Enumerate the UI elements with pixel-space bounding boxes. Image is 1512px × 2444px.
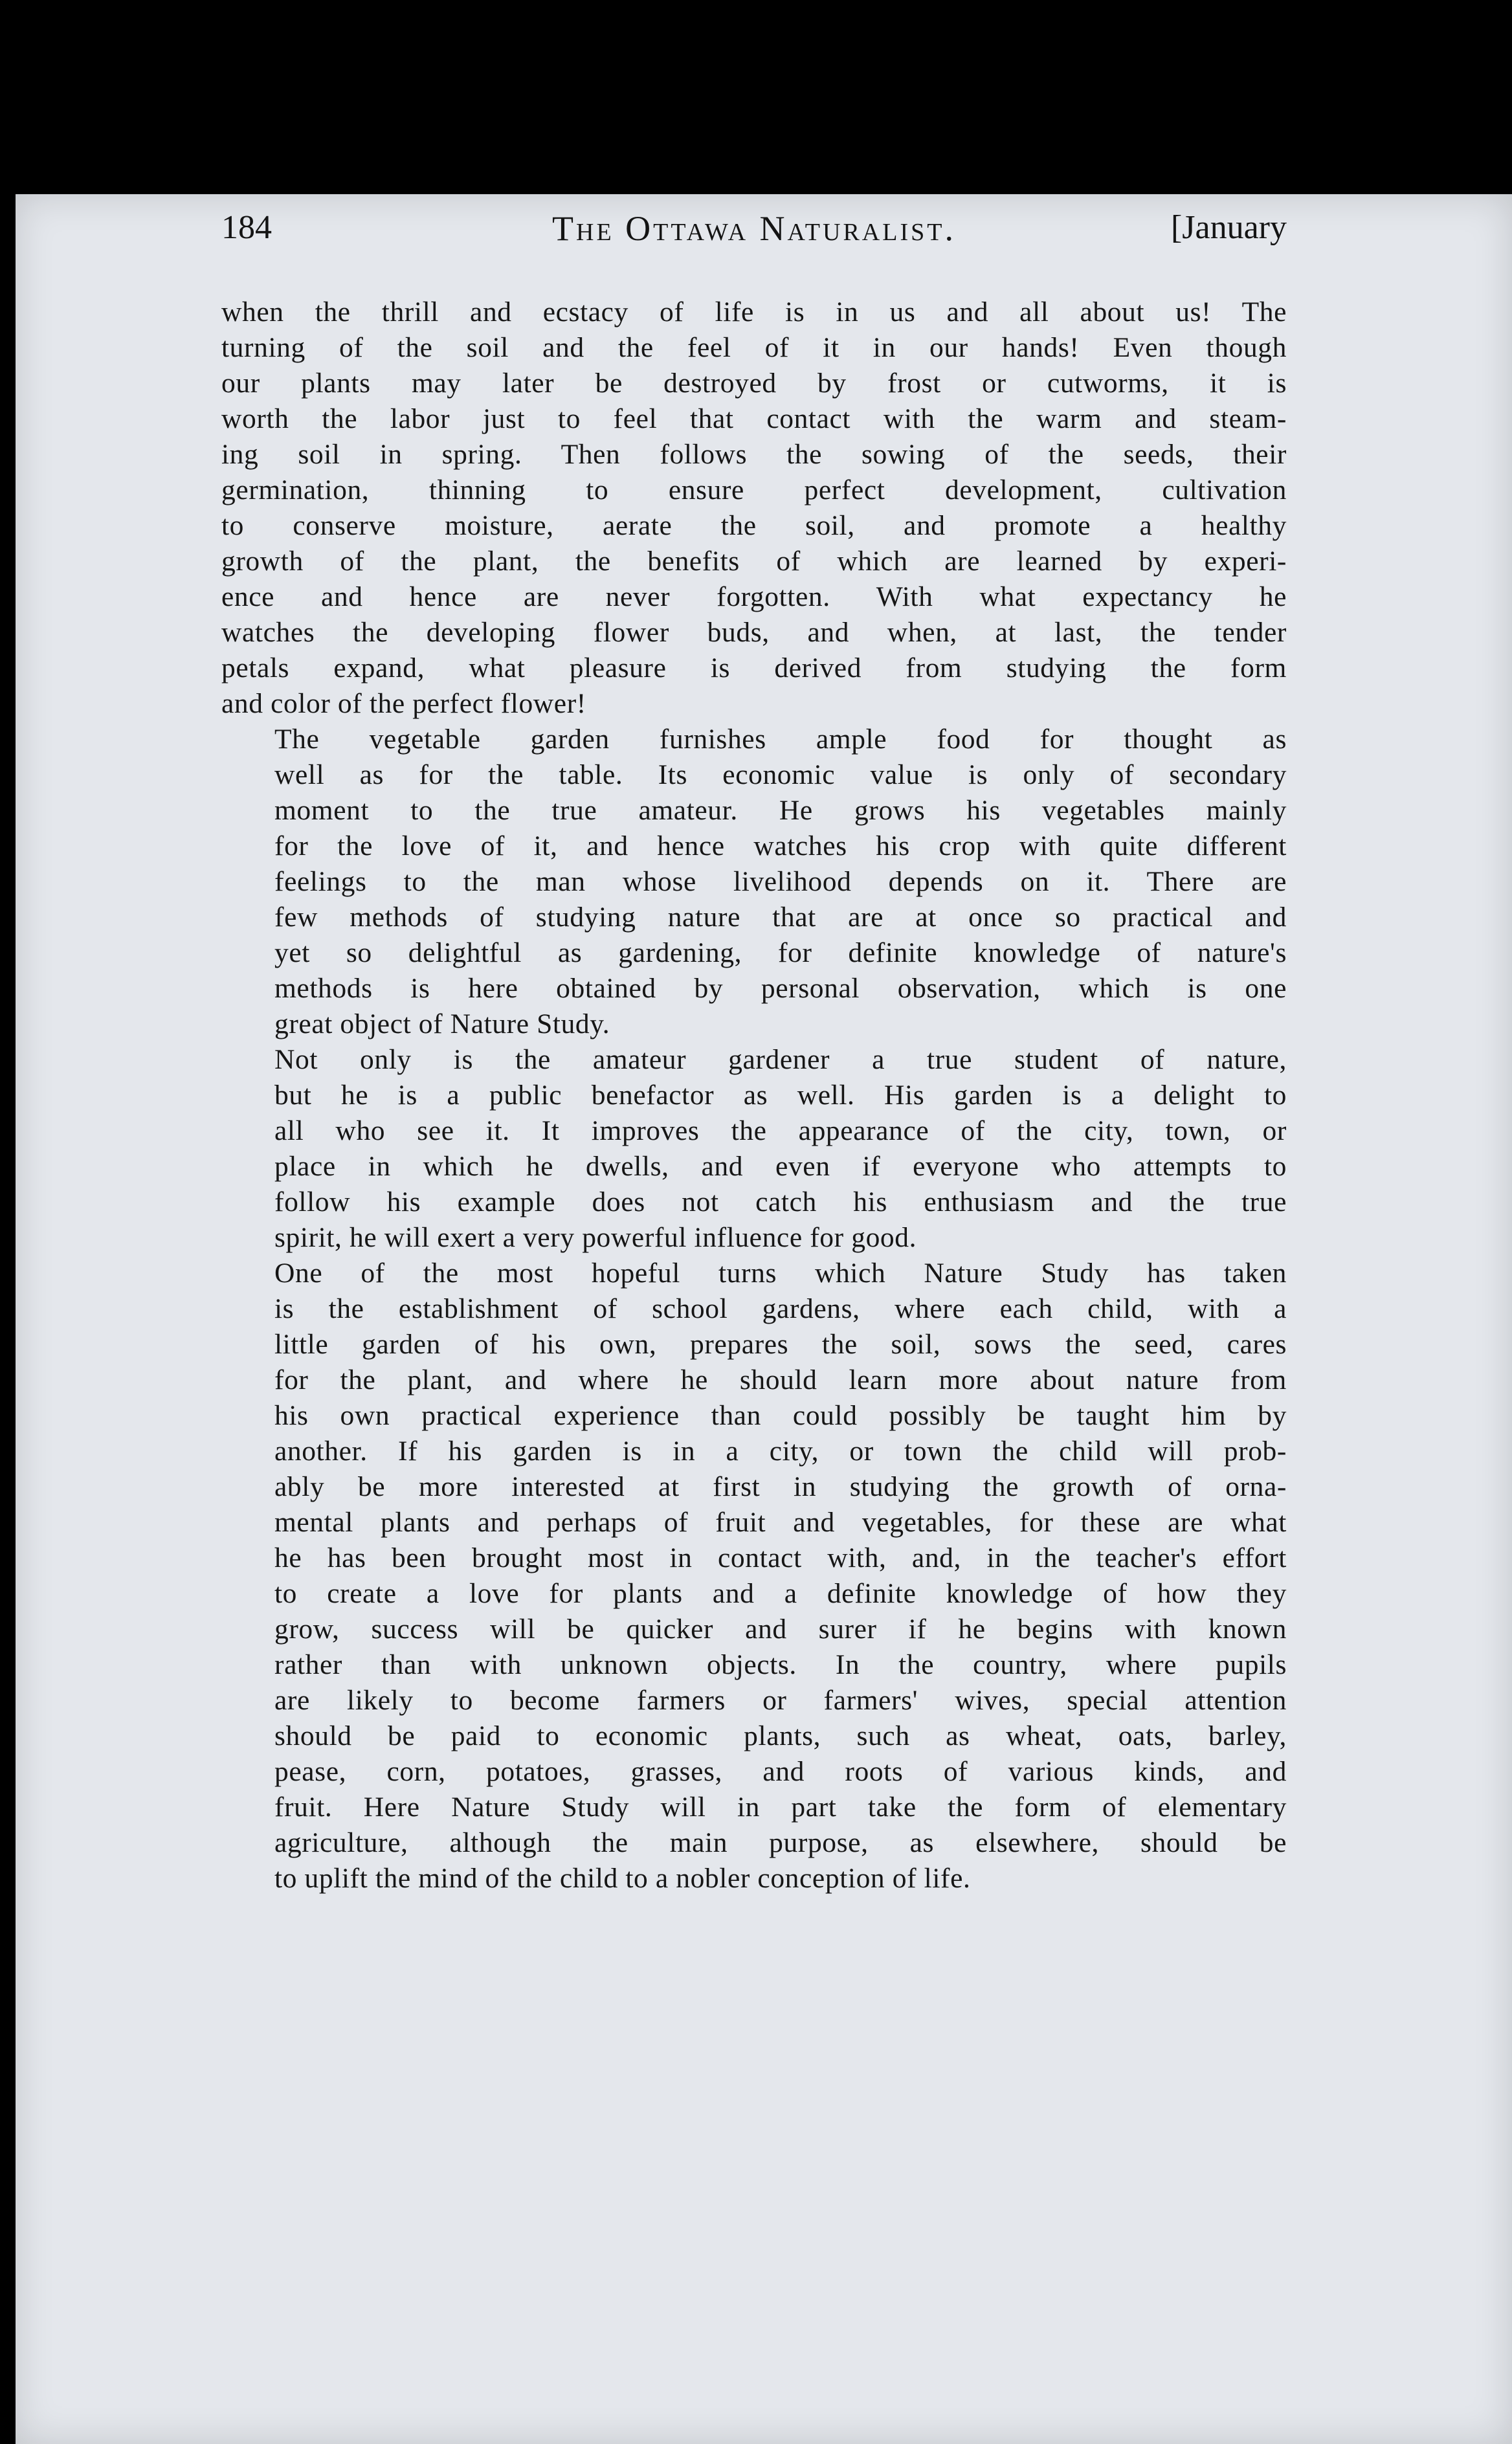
text-line: moment to the true amateur. He grows his vegetables mainly — [274, 795, 1287, 826]
text-line: another. If his garden is in a city, or town the child will prob- — [274, 1436, 1287, 1467]
text-line: agriculture, although the main purpose, as elsewhere, should be — [274, 1827, 1287, 1858]
text-line: to create a love for plants and a definite knowledge of how they — [274, 1578, 1287, 1609]
text-line: mental plants and perhaps of fruit and vegetables, for these are what — [274, 1507, 1287, 1538]
text-line: for the love of it, and hence watches his crop with quite different — [274, 830, 1287, 861]
text-line: place in which he dwells, and even if everyone who attempts to — [274, 1151, 1287, 1182]
text-line: feelings to the man whose livelihood depends on it. There are — [274, 866, 1287, 897]
text-line: well as for the table. Its economic value is only of secondary — [274, 759, 1287, 790]
issue-month: [January — [1170, 209, 1287, 246]
text-line: spirit, he will exert a very powerful influence for good. — [274, 1222, 917, 1253]
text-line: ence and hence are never forgotten. With what expectancy he — [221, 581, 1287, 612]
text-line: worth the labor just to feel that contact with the warm and steam- — [221, 403, 1287, 434]
text-line: Not only is the amateur gardener a true student of nature, — [274, 1044, 1287, 1075]
text-line: germination, thinning to ensure perfect development, cultivation — [221, 474, 1287, 505]
paragraph — [221, 1042, 1287, 1256]
text-line: watches the developing flower buds, and when, at last, the tender — [221, 617, 1287, 648]
text-line: great object of Nature Study. — [274, 1008, 610, 1039]
text-line: to uplift the mind of the child to a nobler conception of life. — [274, 1863, 971, 1894]
text-line: his own practical experience than could possibly be taught him by — [274, 1400, 1287, 1431]
text-line: should be paid to economic plants, such as wheat, oats, barley, — [274, 1720, 1287, 1751]
text-line: when the thrill and ecstacy of life is in us and all about us! The — [221, 296, 1287, 328]
text-line: yet so delightful as gardening, for definite knowledge of nature's — [274, 937, 1287, 968]
text-line: One of the most hopeful turns which Nature Study has taken — [274, 1258, 1287, 1289]
text-line: little garden of his own, prepares the soil, sows the seed, cares — [274, 1329, 1287, 1360]
paragraph — [221, 1256, 1287, 1896]
text-line: all who see it. It improves the appearance of the city, town, or — [274, 1115, 1287, 1146]
text-line: turning of the soil and the feel of it in our hands! Even though — [221, 332, 1287, 363]
text-line: to conserve moisture, aerate the soil, and promote a healthy — [221, 510, 1287, 541]
text-line: is the establishment of school gardens, where each child, with a — [274, 1293, 1287, 1324]
article-body — [221, 294, 1287, 1896]
paragraph — [221, 722, 1287, 1042]
text-line: follow his example does not catch his enthusiasm and the true — [274, 1186, 1287, 1217]
text-line: and color of the perfect flower! — [221, 688, 586, 719]
text-line: but he is a public benefactor as well. His garden is a delight to — [274, 1080, 1287, 1111]
text-line: he has been brought most in contact with, and, in the teacher's effort — [274, 1542, 1287, 1573]
text-line: grow, success will be quicker and surer if he begins with known — [274, 1614, 1287, 1645]
journal-title: The Ottawa Naturalist. — [552, 209, 956, 248]
text-line: few methods of studying nature that are at once so practical and — [274, 902, 1287, 933]
text-line: our plants may later be destroyed by frost or cutworms, it is — [221, 368, 1287, 399]
page-number: 184 — [221, 209, 272, 246]
text-line: ably be more interested at first in studying the growth of orna- — [274, 1471, 1287, 1502]
text-line: ing soil in spring. Then follows the sowing of the seeds, their — [221, 439, 1287, 470]
text-line: methods is here obtained by personal observation, which is one — [274, 973, 1287, 1004]
text-line: growth of the plant, the benefits of which are learned by experi- — [221, 546, 1287, 577]
text-line: for the plant, and where he should learn more about nature from — [274, 1364, 1287, 1395]
text-line: petals expand, what pleasure is derived from studying the form — [221, 652, 1287, 683]
running-header — [221, 208, 1287, 260]
text-line: pease, corn, potatoes, grasses, and roots of various kinds, and — [274, 1756, 1287, 1787]
text-line: are likely to become farmers or farmers' wives, special attention — [274, 1685, 1287, 1716]
paragraph — [221, 294, 1287, 722]
text-line: fruit. Here Nature Study will in part take the form of elementary — [274, 1792, 1287, 1823]
text-line: The vegetable garden furnishes ample food for thought as — [274, 724, 1287, 755]
text-line: rather than with unknown objects. In the country, where pupils — [274, 1649, 1287, 1680]
